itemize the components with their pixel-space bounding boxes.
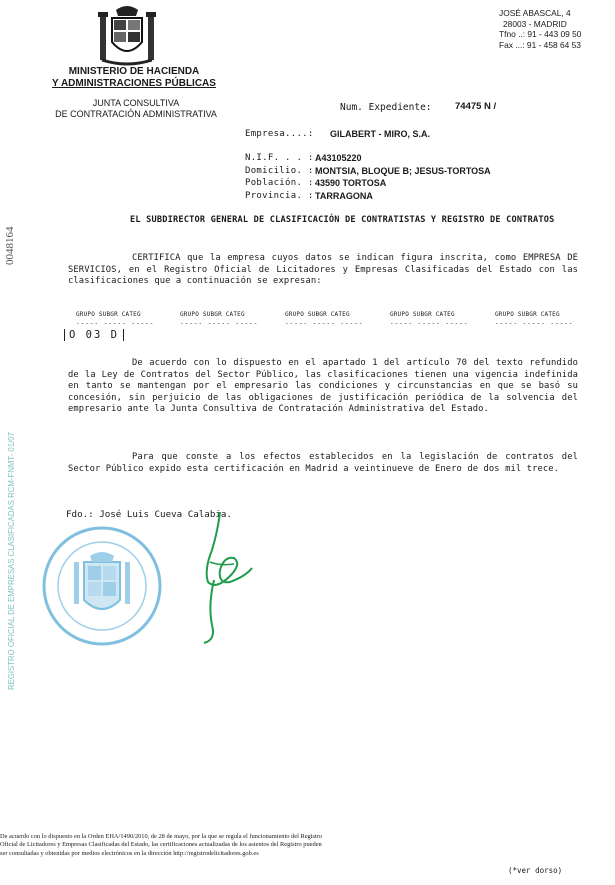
- expediente-value: 74475 N /: [455, 101, 497, 112]
- group-dashes: ----- ----- -----: [180, 320, 259, 327]
- address-block: [499, 8, 595, 50]
- poblacion-label: Población. :: [245, 178, 314, 188]
- ver-dorso-note: (*ver dorso): [508, 866, 563, 875]
- footer-line: De acuerdo con lo dispuesto en la Orden EHA/1490/2010, de 28 de mayo, por la que se regula el funcionamiento del Registro: [0, 833, 323, 840]
- group-dashes: ----- ----- -----: [76, 320, 155, 327]
- group-dashes: ----- ----- -----: [390, 320, 469, 327]
- address-line: Fax ...: 91 - 458 64 53: [499, 39, 581, 50]
- side-vertical-watermark: [6, 310, 18, 690]
- poblacion-value: 43590 TORTOSA: [315, 178, 387, 188]
- serial-number-text: 0048164: [4, 226, 16, 265]
- group-dashes: ----- ----- -----: [495, 320, 574, 327]
- coat-of-arms-emblem: [96, 2, 158, 68]
- ministry-line: MINISTERIO DE HACIENDA: [68, 66, 200, 77]
- classification-code: [64, 329, 124, 341]
- domicilio-value: MONTSIA, BLOQUE B; JESUS-TORTOSA: [315, 166, 491, 176]
- certifica-paragraph: CERTIFICA que la empresa cuyos datos se indican figura inscrita, como EMPRESA DE SERVICIOS, en el Registro Oficial de Licitadores y Empresas Clasificadas del Estado con las clasificaciones que a continuación se expresan:: [68, 253, 578, 287]
- group-header: GRUPO SUBGR CATEG: [390, 311, 455, 318]
- address-line: 28003 - MADRID: [503, 18, 567, 29]
- junta-heading: [36, 98, 236, 120]
- domicilio-label: Domicilio. :: [245, 166, 314, 176]
- group-header: GRUPO SUBGR CATEG: [180, 311, 245, 318]
- footer-line: Oficial de Licitadores y Empresas Clasificadas del Estado, las certificaciones actualizadas de los asientos del Registro pueden: [0, 841, 322, 849]
- group-header: GRUPO SUBGR CATEG: [495, 311, 560, 318]
- official-stamp: [38, 522, 166, 650]
- ministry-line: Y ADMINISTRACIONES PÚBLICAS: [52, 78, 216, 89]
- junta-line: JUNTA CONSULTIVA: [92, 98, 180, 108]
- footer-note: [0, 833, 420, 858]
- address-line: JOSÉ ABASCAL, 4: [499, 8, 571, 18]
- nif-label: N.I.F. . . :: [245, 153, 314, 163]
- address-line: Tfno ..: 91 - 443 09 50: [499, 29, 582, 40]
- empresa-label: Empresa....:: [245, 129, 314, 139]
- provincia-value: TARRAGONA: [315, 191, 373, 201]
- nif-value: A43105220: [315, 153, 362, 163]
- vertical-watermark-text: REGISTRO OFICIAL DE EMPRESAS CLASIFICADAS RCM-FNMT- 01/07: [7, 432, 16, 690]
- junta-line: DE CONTRATACIÓN ADMINISTRATIVA: [55, 109, 217, 119]
- vigencia-paragraph: De acuerdo con lo dispuesto en el apartado 1 del artículo 70 del texto refundido de la Ley de Contratos del Sector Público, las clasificaciones tienen una vigencia indefinida en tanto se mantengan por el empresario las condiciones y circunstancias en que se basó su concesión, sin perjuicio de las obligaciones de justificación periódica de la solvencia del empresario ante la Junta Consultiva de Contratación Administrativa del Estado.: [68, 358, 578, 415]
- group-header: GRUPO SUBGR CATEG: [76, 311, 141, 318]
- signatory-name: Fdo.: José Luis Cueva Calabia.: [66, 509, 232, 520]
- conste-paragraph: Para que conste a los efectos establecidos en la legislación de contratos del Sector Público expido esta certificación en Madrid a veintinueve de Enero de dos mil trece.: [68, 452, 578, 474]
- document-title: EL SUBDIRECTOR GENERAL DE CLASIFICACIÓN DE CONTRATISTAS Y REGISTRO DE CONTRATOS: [130, 215, 555, 225]
- provincia-label: Provincia. :: [245, 191, 314, 201]
- footer-line: ser consultadas y obtenidas por medios electrónicos en la dirección http://registrodelicitadores.gob.es: [0, 849, 259, 857]
- group-header: GRUPO SUBGR CATEG: [285, 311, 350, 318]
- side-serial-number: [4, 205, 18, 285]
- classification-code-value: O 03 D: [64, 329, 124, 341]
- ministry-heading: [44, 66, 224, 90]
- empresa-value: GILABERT - MIRO, S.A.: [330, 129, 430, 139]
- group-dashes: ----- ----- -----: [285, 320, 364, 327]
- expediente-label: Num. Expediente:: [340, 102, 432, 113]
- handwritten-signature: [190, 510, 260, 645]
